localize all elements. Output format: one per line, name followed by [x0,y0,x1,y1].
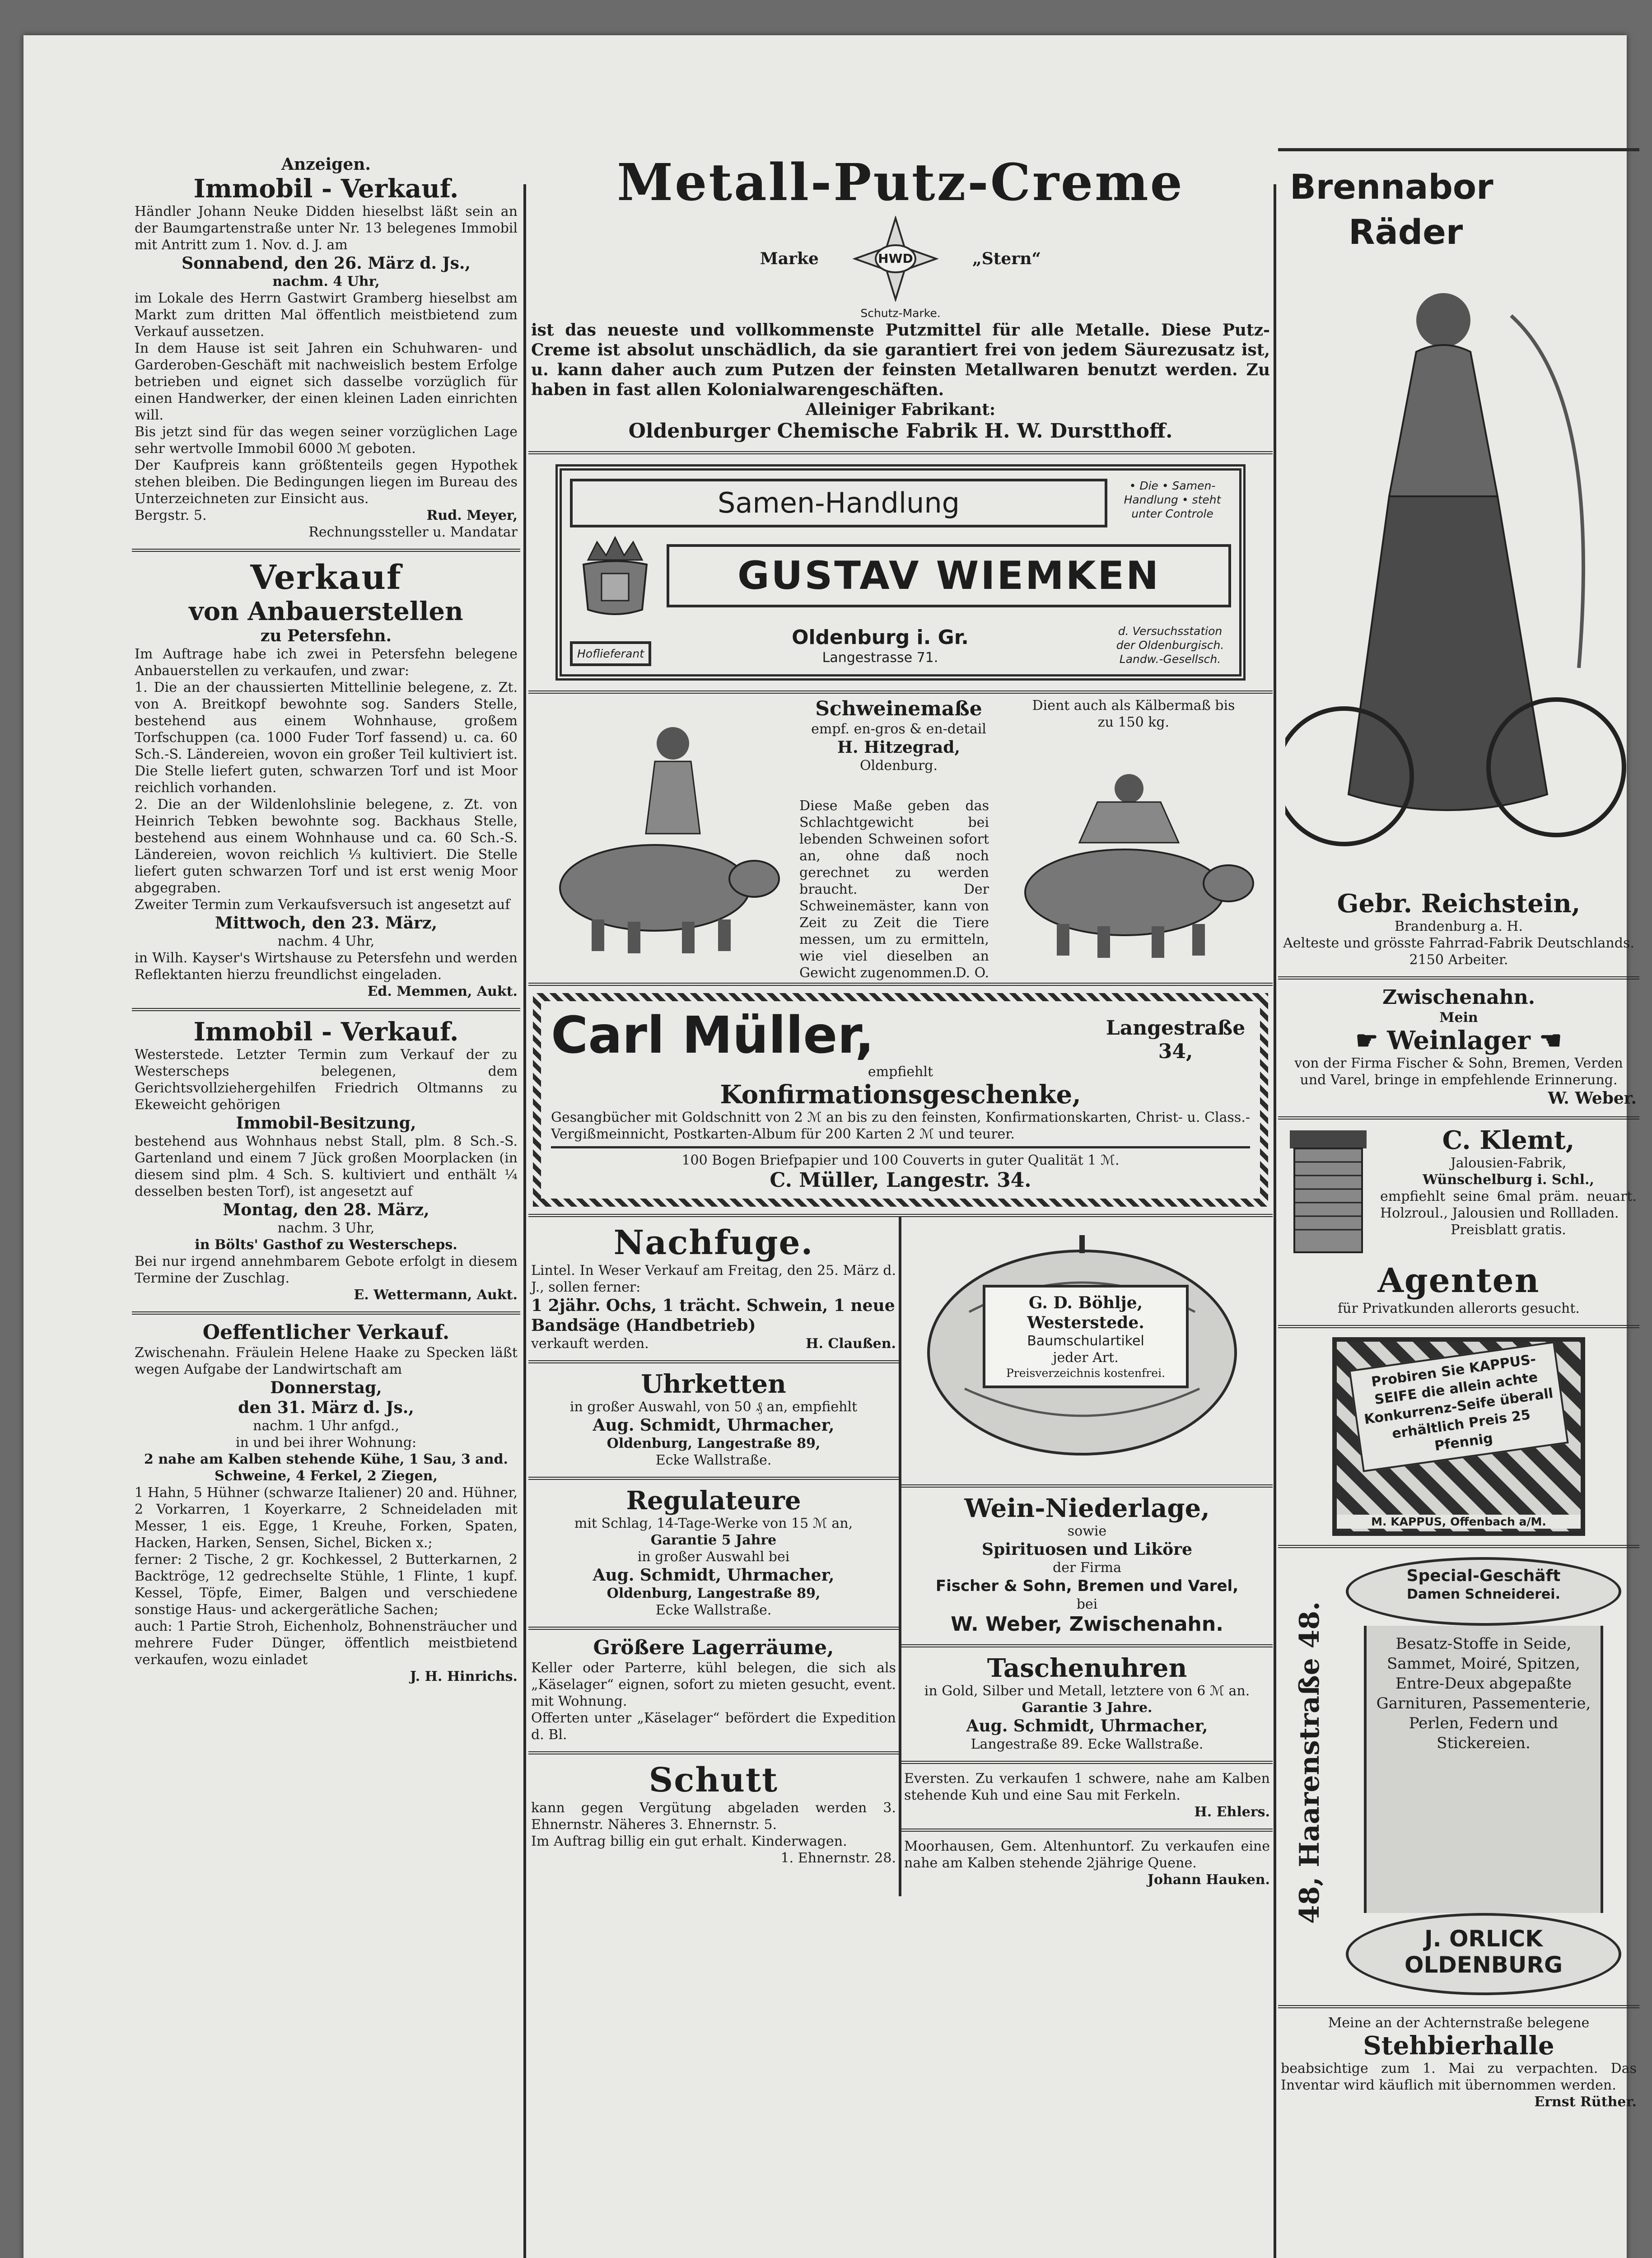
samen-control-note: • Die • Samen-Handlung • steht unter Controle [1124,479,1221,520]
weinlager-label: Weinlager [1387,1026,1531,1055]
spool-body [1364,1626,1603,1913]
ad-text: Besatz-Stoffe in Seide, Sammet, Moiré, Spitzen, Entre-Deux abgepaßte Garnituren, Passementerie, Perlen, Federn und Stickereien. [1376,1635,1591,1752]
ad-text: Im Auftrag billig ein gut erhalt. Kinderwagen. [531,1833,847,1849]
street: Langestraße 34, [1106,1017,1246,1063]
spool-graphic [1346,1557,1621,1982]
ad-text: für Privatkunden allerorts gesucht. [1338,1301,1580,1316]
ad-text: Der Kaufpreis kann größtenteils gegen Hypothek stehen bleiben. Die Bedingungen liegen im Bureau des Unterzeichneten zur Einsicht aus. [135,457,518,507]
mid-lower-left [528,1217,901,1896]
ad-subtitle: Immobil-Besitzung, [236,1114,416,1133]
ad-title: Uhrketten [641,1369,786,1399]
mid-lower-right [901,1217,1273,1896]
city: Westerstede. [1027,1313,1144,1332]
ad-text: Im Auftrage habe ich zwei in Petersfehn belegene Anbauerstellen zu verkaufen, und zwar: [135,646,518,679]
ad-carl-mueller [528,986,1273,1217]
ad-text: ferner: 2 Tische, 2 gr. Kochkessel, 2 Butterkarnen, 2 Backtröge, 12 gedrechselte Stühle, 1 Flinte, 1 kupf. Kessel, Töpfe, Eimer, Balgen und verschiedene sonstige Haus- und ackergerätliche Sachen; [135,1552,518,1618]
ad-text: beabsichtige zum 1. Mai zu verpachten. Das Inventar wird käuflich mit übernommen werden. [1281,2061,1637,2093]
ad-text: der Firma [1053,1560,1121,1576]
samen-name-box: GUSTAV WIEMKEN [667,544,1231,607]
ad-subtitle: Alleiniger Fabrikant: [805,400,996,419]
ad-title: Schweinemaße [815,697,982,720]
hoflieferant-label: Hoflieferant [570,641,651,666]
ad-text: Aelteste und grösste Fahrrad-Fabrik Deutschlands. 2150 Arbeiter. [1283,935,1634,968]
ad-wein-niederlage [901,1488,1273,1647]
mueller-header [551,1008,1250,1064]
ad-title: Immobil - Verkauf. [193,1017,459,1047]
ad-title: Oeffentlicher Verkauf. [202,1321,450,1344]
special-title: Special-Geschäft [1406,1567,1561,1585]
ad-text: 2 nahe am Kalben stehende Kühe, 1 Sau, 3 and. Schweine, 4 Ferkel, 2 Ziegen, [144,1451,508,1484]
firm: Fischer & Sohn, Bremen und Varel, [935,1577,1239,1595]
ad-text: Gesangbücher mit Goldschnitt von 2 ℳ an bis zu den feinsten, Konfirmationskarten, Christ- u. Class.-Vergißmeinnicht, Postkarten-Album für 200 Karten 2 ℳ und teurer. [551,1110,1250,1142]
right-column [1278,148,1639,2258]
versuchsstation-note: d. Versuchsstation der Oldenburgisch. Landw.-Gesellsch. [1116,625,1224,666]
pig-engraving-left [537,716,790,969]
company-name: Gebr. Reichstein, [1337,889,1581,919]
signer: J. H. Hinrichs. [410,1669,518,1684]
ad-anbauerstellen [132,552,520,1011]
ad-text: ist das neueste und vollkommenste Putzmittel für alle Metalle. Diese Putz-Creme ist absolut unschädlich, da sie garantiert frei von jedem Säurezusatz ist, u. kann daher auch zum Putzen der feinsten Metallwaren benutzt werden. Zu haben in fast allen Kolonialwarengeschäften. [531,321,1270,399]
preisblatt: Preisblatt gratis. [1451,1222,1566,1238]
samen-middle [570,533,1231,619]
ad-title: Nachfuge. [613,1223,814,1262]
ad-text: Zweiter Termin zum Verkaufsversuch ist angesetzt auf [135,897,510,913]
stern-label: „Stern“ [972,249,1041,268]
ad-text: Bei nur irgend annehmbarem Gebote erfolgt in diesem Termine der Zuschlag. [135,1254,518,1286]
ad-text: Lintel. In Weser Verkauf am Freitag, den 25. März d. J., sollen ferner: [531,1263,896,1295]
ad-samen-handlung [528,454,1273,694]
ad-text: 1 Hahn, 5 Hühner (schwarze Italiener) 20 and. Hühner, 2 Vorkarren, 1 Koyerkarre, 2 Schneideladen mit Messer, 1 eis. Egge, 1 Kreuhe, Forken, Spaten, Hacken, Harken, Sensen, Sichel, Bicken x.; [135,1485,518,1551]
pointing-hand-right-icon: ☚ [1539,1026,1562,1055]
trademark-row [531,216,1270,302]
ad-klemt [1278,1120,1639,1328]
city: Oldenburg, Langestraße 89, [607,1586,821,1601]
ad-text: in und bei ihrer Wohnung: [235,1435,417,1451]
star-logo-icon [853,216,938,302]
company-name: Aug. Schmidt, Uhrmacher, [593,1416,835,1435]
ad-date: Donnerstag, [270,1378,382,1397]
ad-metall-putz-creme [528,148,1273,454]
ad-text: in großer Auswahl, von 50 ₰ an, empfiehlt [569,1399,858,1415]
jalousie-icon [1281,1126,1380,1261]
ad-schweinemasse [528,694,1273,986]
ad-signature [531,1335,896,1352]
ad-big-title [1281,1026,1637,1055]
ad-text: 1. Die an der chaussierten Mittellinie belegene, z. Zt. von A. Breitkopf bewohnte sog. Sanders Stelle, bestehend aus einem Wohnhause, großem Torfschuppen (ca. 1000 Fuder Torf fassend) u. ca. 60 Sch.-S. Ländereien, wovon ein großer Teil kultiviert ist. Die Stelle liefert guten, schwarzen Torf und ist Moor reichlich vorhanden. [135,680,518,796]
signer: Ed. Memmen, Aukt. [367,984,518,999]
kappus-text: Probiren Sie KAPPUS-SEIFE die allein achte Konkurrenz-Seife überall erhältlich Preis 25 Pfennig [1349,1341,1568,1472]
ad-date: Sonnabend, den 26. März d. Js., [182,254,471,273]
company-name: Aug. Schmidt, Uhrmacher, [966,1717,1208,1735]
city: OLDENBURG [1404,1952,1563,1978]
brennabor-subtitle: Räder [1349,212,1463,252]
pointing-hand-left-icon: ☛ [1355,1026,1378,1055]
logo-text: HWD [878,251,913,266]
ad-time: nachm. 4 Uhr, [277,933,375,949]
agenten-title: Agenten [1377,1261,1540,1300]
city: Wünschelburg i. Schl., [1423,1172,1594,1188]
ad-text: 2. Die an der Wildenlohslinie belegene, z. Zt. von Heinrich Tebken bewohnte sog. Backhaus Stelle, bestehend aus einem Wohnhause und ca. 60 Sch.-S. Ländereien, wovon reichlich ⅓ kultiviert. Die Stelle liefert guten schwarzen Torf und ist erst wenig Moor abgegraben. [135,797,518,896]
brennabor-illustration [1281,158,1637,889]
ad-subtitle: empf. en-gros & en-detail [811,721,986,737]
pig-engraving-right [1007,770,1260,969]
ad-moorhausen [901,1832,1273,1896]
signer: Rud. Meyer, [426,508,518,523]
ad-text: Bis jetzt sind für das wegen seiner vorzüglichen Lage sehr wertvolle Immobil 6000 ℳ geboten. [135,424,518,457]
ad-boehlje [901,1217,1273,1488]
column-rule-left [523,184,526,2258]
ad-text: kann gegen Vergütung abgeladen werden 3. Ehnernstr. Näheres 3. Ehnernstr. 5. [531,1800,896,1833]
ad-brennabor [1278,148,1639,980]
ad-text: in großer Auswahl bei [637,1549,790,1565]
city: Oldenburg. [859,758,938,774]
ad-text: Keller oder Parterre, kühl belegen, die sich als „Käselager“ eignen, sofort zu mieten gesucht, event. mit Wohnung. [531,1660,896,1709]
ad-title: Taschenuhren [987,1653,1187,1683]
signer-title: Rechnungssteller u. Mandatar [308,524,518,540]
ad-text: empfiehlt seine 6mal präm. neuart. Holzroul., Jalousien und Rollladen. [1380,1189,1637,1221]
ad-weinlager [1278,980,1639,1120]
ad-items: 1 2jähr. Ochs, 1 trächt. Schwein, 1 neue Bandsäge (Handbetrieb) [531,1296,895,1335]
ad-title: Schutt [649,1761,779,1800]
brennabor-title: Brennabor [1290,167,1493,207]
spool-top [1346,1557,1621,1626]
city: Langestraße 89. Ecke Wallstraße. [971,1736,1204,1752]
ad-date: Mittwoch, den 23. März, [215,914,437,933]
ad-uhrketten [528,1363,899,1480]
ad-title: Metall-Putz-Creme [617,153,1184,212]
city: Oldenburg, Langestraße 89, [607,1436,821,1451]
klemt-row [1281,1126,1637,1261]
middle-column [528,148,1273,2258]
ad-text: Meine an der Achternstraße belegene [1328,2015,1590,2031]
ad-text: jeder Art. [1053,1350,1119,1366]
bicycle-lady-icon [1285,261,1629,894]
newspaper-page [23,35,1637,2258]
ad-taschenuhren [901,1647,1273,1764]
ad-immobil-2 [132,1011,520,1315]
company-name: Aug. Schmidt, Uhrmacher, [593,1566,835,1585]
ad-date: Montag, den 28. März, [223,1200,429,1219]
column-rule-right [1274,184,1276,2258]
ad-text: Händler Johann Neuke Didden hieselbst läßt sein an der Baumgartenstraße unter Nr. 13 belegenes Immobil mit Antritt zum 1. Nov. d. J. am [135,204,518,253]
samen-city: Oldenburg i. Gr. [792,626,969,649]
ad-text: bei [1076,1596,1098,1612]
ad-time: nachm. 4 Uhr, [272,274,380,289]
samen-street: Langestrasse 71. [822,650,938,666]
ad-title: von Anbauerstellen [189,597,463,626]
samen-frame [555,464,1246,681]
ad-text: bestehend aus Wohnhaus nebst Stall, plm. 8 Sch.-S. Gartenland und einem 7 Jück großen Moorplacken (in diesem sind plm. 4 Sch. S. kultiviert und enthält ¼ desselben besten Torf), ist angesetzt auf [135,1134,518,1199]
signer: H. Ehlers. [1194,1804,1270,1820]
marke-label: Marke [760,249,819,268]
signer: E. Wettermann, Aukt. [354,1287,518,1303]
schutz-label: Schutz-Marke. [860,307,941,320]
ad-text: in Bölts' Gasthof zu Westerscheps. [195,1237,457,1253]
ad-title: Zwischenahn. [1382,986,1535,1009]
ad-eversten [901,1764,1273,1832]
ad-subtitle: Spirituosen und Liköre [981,1540,1193,1559]
schwein-header [799,697,998,774]
ad-text: Diese Maße geben das Schlachtgewicht bei lebenden Schweinen sofort an, ohne daß noch gerechnet zu werden braucht. Der Schweinemäster, kann von Zeit zu Zeit die Tiere messen, um zu ermitteln, wie viel dieselben an Gewicht zugenommen. [799,798,989,981]
ad-title: Konfirmationsgeschenke, [720,1080,1081,1110]
ad-text: Moorhausen, Gem. Altenhuntorf. Zu verkaufen eine nahe am Kalben stehende 2jährige Quene. [904,1838,1270,1871]
company-name: W. Weber, Zwischenahn. [951,1613,1223,1636]
left-column [132,148,520,2258]
kaelbermass-note: Dient auch als Kälbermaß bis zu 150 kg. [1032,698,1235,730]
ad-subtitle: zu Petersfehn. [260,626,392,645]
ad-text: mit Schlag, 14-Tage-Werke von 15 ℳ an, [574,1516,853,1531]
ad-text: in Wilh. Kayser's Wirtshause zu Petersfehn und werden Reflektanten hierzu freundlichst eingeladen. [135,950,518,983]
ad-orlick [1278,1548,1639,2008]
mueller-frame [533,993,1268,1207]
ad-title: Stehbierhalle [1363,2031,1554,2061]
company-name: C. Klemt, [1442,1125,1575,1155]
crown-crest-icon [570,533,660,619]
garantie: Garantie 5 Jahre [650,1532,777,1548]
section-header: Anzeigen. [281,155,371,174]
signer: Ernst Rüther. [1534,2094,1637,2110]
ad-text: 100 Bogen Briefpapier und 100 Couverts in guter Qualität 1 ℳ. [681,1152,1120,1168]
ecke: Ecke Wallstraße. [655,1602,772,1618]
ad-immobil-1 [132,148,520,552]
ad-text: verkauft werden. [531,1336,649,1352]
ad-lagerraeume [528,1630,899,1754]
ad-text: von der Firma Fischer & Sohn, Bremen, Verden und Varel, bringe in empfehlende Erinnerung. [1294,1055,1623,1088]
ad-signature [135,507,518,524]
ad-nachfuge [528,1217,899,1363]
boehlje-sign [983,1285,1189,1388]
klemt-text [1380,1126,1637,1261]
samen-address [792,626,969,666]
kappus-box [1332,1337,1585,1536]
ad-time: nachm. 1 Uhr anfgd., [253,1418,399,1434]
ad-title: Regulateure [626,1486,801,1516]
company-name: J. ORLICK [1424,1926,1543,1952]
garantie: Garantie 3 Jahre. [1022,1700,1153,1716]
signer: H. Claußen. [806,1336,896,1352]
ad-text: In dem Hause ist seit Jahren ein Schuhwaren- und Garderoben-Geschäft mit nachweislich bestem Erfolge betrieben und eignet sich dasselbe vorzüglich für einen Handwerker, der einen kleinen Laden einrichten will. [135,341,518,423]
ad-title: Immobil - Verkauf. [193,174,459,204]
mein-label: Mein [1439,1010,1478,1026]
ad-text: Eversten. Zu verkaufen 1 schwere, nahe am Kalben stehende Kuh und eine Sau mit Ferkeln. [904,1771,1270,1803]
ad-text: in Gold, Silber und Metall, letztere von 6 ℳ an. [924,1683,1250,1699]
ad-text: auch: 1 Partie Stroh, Eichenholz, Bohnensträucher und mehrere Fuder Dünger, öffentlich meistbietend verkaufen, wozu einladet [135,1619,518,1668]
samen-title-box: Samen-Handlung [570,479,1107,527]
company-name: Oldenburger Chemische Fabrik H. W. Durstthoff. [628,420,1173,443]
samen-top [570,479,1231,527]
ad-oeffentlicher-verkauf [132,1315,520,1693]
ad-text: im Lokale des Herrn Gastwirt Gramberg hieselbst am Markt zum dritten Mal öffentlich meistbietend zum Verkauf aussetzen. [135,290,518,340]
ad-text: Zwischenahn. Fräulein Helene Haake zu Specken läßt wegen Aufgabe der Landwirtschaft am [135,1345,518,1377]
ad-title: Wein-Niederlage, [964,1493,1210,1523]
city: Brandenburg a. H. [1394,919,1523,934]
haarenstrasse-side: 48, Haarenstraße 48. [1294,1601,1325,1924]
ad-text: sowie [1067,1523,1107,1539]
company-name: G. D. Böhlje, [1028,1293,1143,1312]
company-name: H. Hitzegrad, [837,738,960,757]
signer: 1. Ehnernstr. 28. [780,1850,896,1866]
ad-title: Verkauf [250,558,402,597]
ad-schutt [528,1754,899,1875]
ad-subtitle: Jalousien-Fabrik, [1450,1155,1567,1171]
mid-lower-grid [528,1217,1273,1896]
signer: Johann Hauken. [1147,1872,1270,1888]
ad-stehbierhalle [1278,2008,1639,2118]
signer: D. O. [955,965,989,981]
ad-kappus-seife [1278,1328,1639,1548]
empfiehlt-label: empfiehlt [868,1064,933,1080]
ad-text: Baumschulartikel [1027,1333,1144,1349]
place: Bergstr. 5. [135,508,207,523]
samen-bottom [570,624,1231,666]
signer: W. Weber. [1548,1089,1637,1108]
ad-text: Westerstede. Letzter Termin zum Verkauf der zu Westerscheps belegenen, dem Gerichtsvollziehergehilfen Friedrich Oltmanns zu Ekeweicht gehörigen [135,1047,518,1113]
kappus-maker: M. KAPPUS, Offenbach a/M. [1337,1515,1581,1529]
ad-title: Größere Lagerräume, [593,1636,834,1659]
ad-time: nachm. 3 Uhr, [277,1220,375,1236]
ad-text: Preisverzeichnis kostenfrei. [1006,1367,1166,1380]
special-sub: Damen Schneiderei. [1407,1586,1560,1602]
spool-bottom [1346,1913,1621,1995]
ad-regulateure [528,1480,899,1630]
ad-date: den 31. März d. Js., [238,1398,414,1417]
signer: C. Müller, Langestr. 34. [770,1169,1031,1192]
ad-text: Offerten unter „Käselager“ befördert die Expedition d. Bl. [531,1710,896,1743]
company-name: Carl Müller, [551,1006,874,1065]
ecke: Ecke Wallstraße. [655,1452,772,1468]
